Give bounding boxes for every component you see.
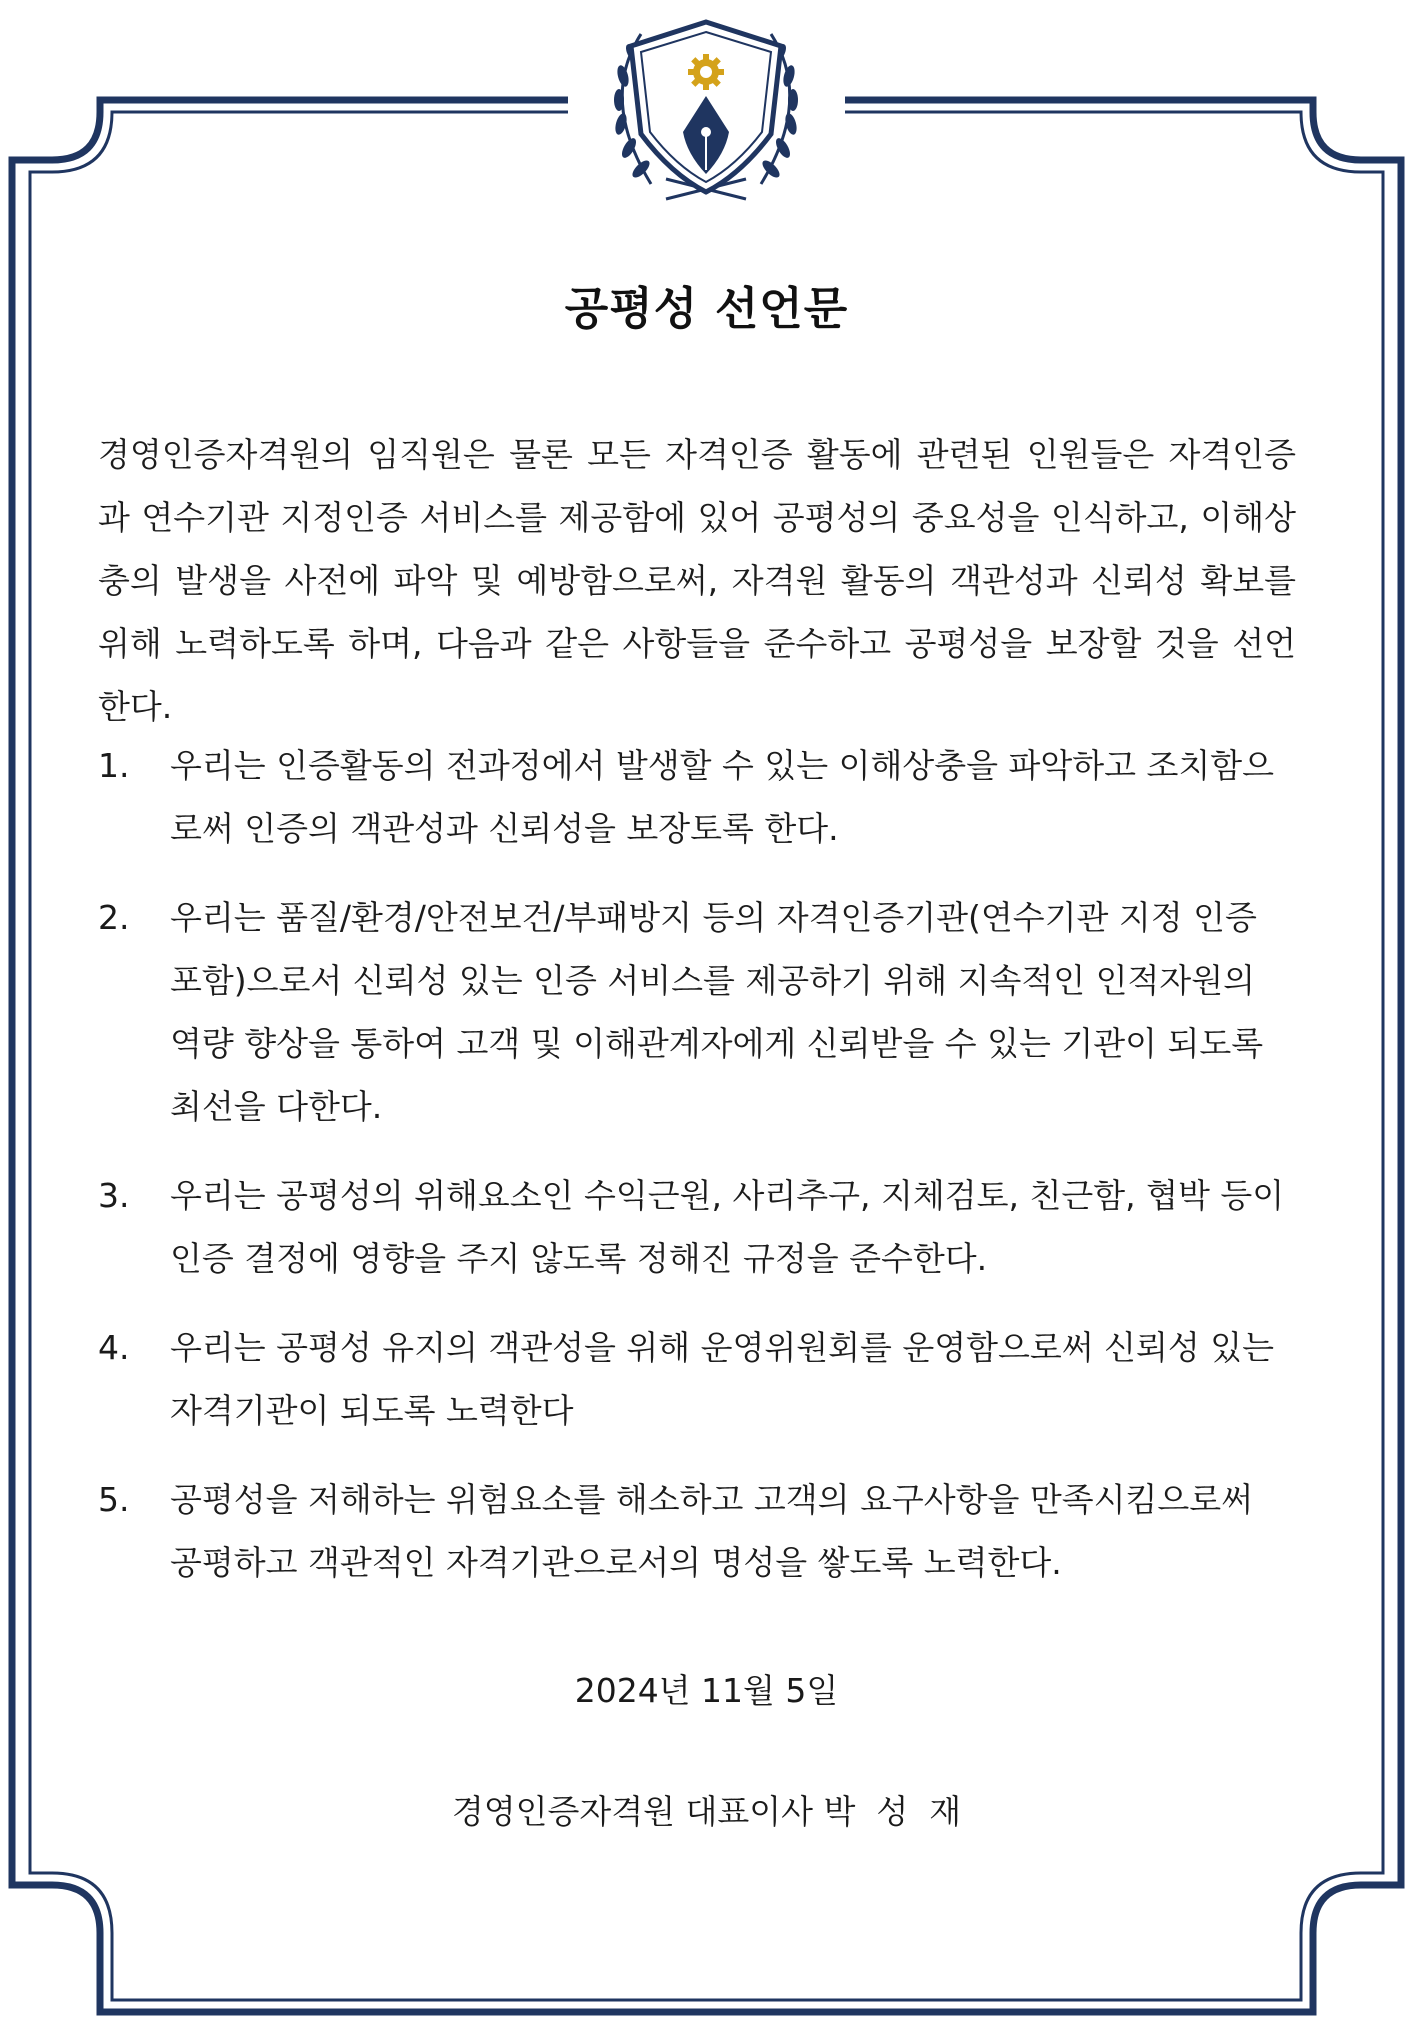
item-text: 공평성을 저해하는 위험요소를 해소하고 고객의 요구사항을 만족시킴으로써 공평하고 객관적인 자격기관으로서의 명성을 쌓도록 노력한다. [170, 1480, 1254, 1582]
list-item [98, 1468, 1298, 1594]
item-number: 3. [98, 1176, 130, 1215]
intro-paragraph: 경영인증자격원의 임직원은 물론 모든 자격인증 활동에 관련된 인원들은 자격인증과 연수기관 지정인증 서비스를 제공함에 있어 공평성의 중요성을 인식하고, 이해상충의 발생을 사전에 파악 및 예방함으로써, 자격원 활동의 객관성과 신뢰성 확보를 위해 노력하도록 하며, 다음과 같은 사항들을 준수하고 공평성을 보장할 것을 선언한다. [98, 435, 1296, 726]
list-item [98, 886, 1298, 1138]
item-number: 1. [98, 746, 130, 785]
page-title: 공평성 선언문 [564, 282, 849, 335]
declaration-date: 2024년 11월 5일 [574, 1671, 839, 1710]
item-text: 우리는 인증활동의 전과정에서 발생할 수 있는 이해상충을 파악하고 조치함으로써 인증의 객관성과 신뢰성을 보장토록 한다. [170, 746, 1275, 848]
item-number: 2. [98, 898, 130, 937]
item-text: 우리는 공평성의 위해요소인 수익근원, 사리추구, 지체검토, 친근함, 협박 등이 인증 결정에 영향을 주지 않도록 정해진 규정을 준수한다. [170, 1176, 1285, 1278]
item-text: 우리는 공평성 유지의 객관성을 위해 운영위원회를 운영함으로써 신뢰성 있는 자격기관이 되도록 노력한다 [170, 1328, 1275, 1430]
list-item [98, 1164, 1298, 1290]
item-number: 5. [98, 1480, 130, 1519]
item-number: 4. [98, 1328, 130, 1367]
signature-line: 경영인증자격원 대표이사 박 성 재 [451, 1792, 962, 1831]
fountain-pen-shield-laurel-icon [581, 14, 831, 214]
item-text: 우리는 품질/환경/안전보건/부패방지 등의 자격인증기관(연수기관 지정 인증 포함)으로서 신뢰성 있는 인증 서비스를 제공하기 위해 지속적인 인적자원의 역량 향상을 통하여 고객 및 이해관계자에게 신뢰받을 수 있는 기관이 되도록 최선을 다한다. [170, 898, 1264, 1126]
list-item [98, 734, 1298, 860]
list-item [98, 1316, 1298, 1442]
declaration-list [98, 734, 1298, 1620]
